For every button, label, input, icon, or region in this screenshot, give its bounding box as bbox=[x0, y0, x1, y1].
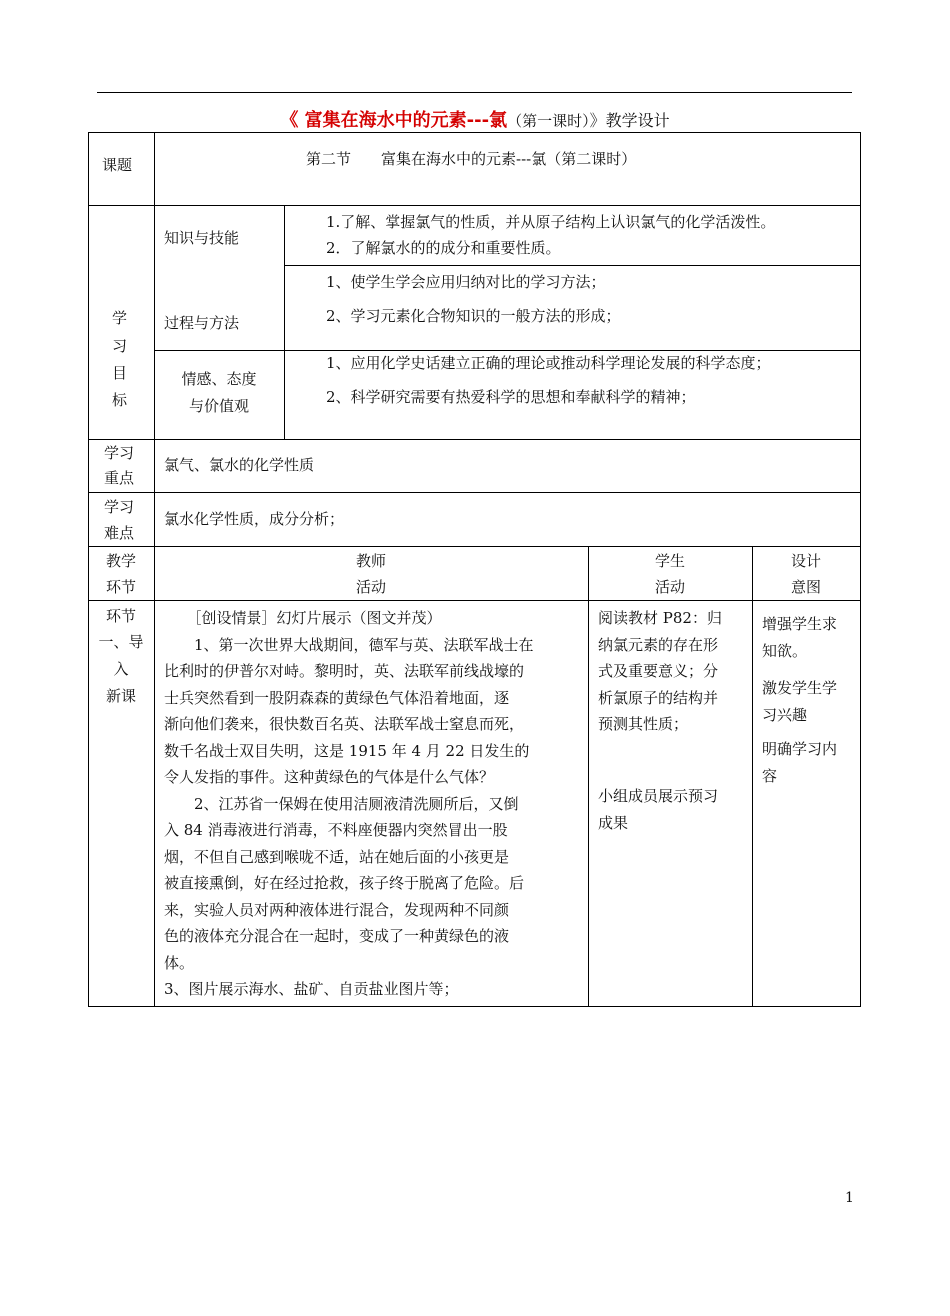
teacher-line: 入 84 消毒液进行消毒，不料座便器内突然冒出一股 bbox=[164, 821, 508, 839]
process-line-1: 1、使学生学会应用归纳对比的学习方法； bbox=[326, 273, 606, 291]
stage-line-2: 一、导 bbox=[98, 633, 144, 651]
intent-line: 习兴趣 bbox=[762, 706, 808, 724]
teacher-line: 来，实验人员对两种液体进行混合，发现两种不同颜 bbox=[164, 900, 510, 919]
objectives-label-1: 学 bbox=[112, 309, 128, 327]
student-activity-a bbox=[598, 605, 748, 738]
stage-line-1: 环节 bbox=[105, 607, 136, 625]
column-divider bbox=[588, 546, 589, 1007]
teacher-line: 被直接熏倒，好在经过抢救，孩子终于脱离了危险。后 bbox=[164, 874, 525, 892]
objectives-label-4: 标 bbox=[112, 391, 128, 409]
row-divider bbox=[284, 265, 861, 266]
topic-value: 第二节 富集在海水中的元素---氯（第二课时） bbox=[306, 150, 637, 168]
stage-line-4: 新课 bbox=[105, 687, 136, 705]
difficulties-label-1: 学习 bbox=[104, 498, 135, 516]
table-border-right bbox=[860, 132, 861, 1007]
row-divider bbox=[88, 439, 861, 440]
knowledge-line-2: 2．了解氯水的的成分和重要性质。 bbox=[326, 239, 561, 257]
header-stage-1: 教学 bbox=[105, 552, 136, 570]
teacher-line: 烟，不但自己感到喉咙不适，站在她后面的小孩更是 bbox=[164, 847, 510, 866]
header-student-1: 学生 bbox=[654, 552, 685, 570]
teacher-line: 1、第一次世界大战期间，德军与英、法联军战士在 bbox=[164, 635, 534, 654]
student-activity-b bbox=[598, 783, 748, 836]
intent-line: 知欲。 bbox=[762, 642, 808, 660]
student-line: 式及重要意义；分 bbox=[598, 662, 719, 680]
row-divider bbox=[88, 600, 861, 601]
student-line: 小组成员展示预习 bbox=[598, 787, 719, 805]
title-suffix: 》教学设计 bbox=[589, 111, 670, 130]
difficulties-label-2: 难点 bbox=[104, 524, 135, 542]
intent-c bbox=[762, 736, 858, 790]
objectives-label-3: 目 bbox=[112, 364, 128, 382]
header-rule bbox=[97, 92, 852, 93]
header-intent-1: 设计 bbox=[790, 552, 821, 570]
student-line: 析氯原子的结构并 bbox=[598, 688, 719, 707]
document-title bbox=[0, 106, 950, 132]
header-teacher-2: 活动 bbox=[355, 578, 386, 596]
stage-line-3: 入 bbox=[113, 660, 129, 678]
teacher-activity-text bbox=[164, 605, 580, 1003]
table-border-bottom bbox=[88, 1006, 861, 1007]
attitude-line-2: 2、科学研究需要有热爱科学的思想和奉献科学的精神； bbox=[326, 388, 696, 406]
student-line: 纳氯元素的存在形 bbox=[598, 635, 719, 654]
key-points-label-2: 重点 bbox=[104, 469, 135, 487]
attitude-line-1: 1、应用化学史话建立正确的理论或推动科学理论发展的科学态度； bbox=[326, 354, 771, 372]
knowledge-line-1: 1.了解、掌握氯气的性质，并从原子结构上认识氯气的化学活泼性。 bbox=[326, 213, 776, 231]
attitude-label-2: 与价值观 bbox=[188, 397, 249, 415]
title-lesson: （第一课时） bbox=[507, 112, 590, 130]
teacher-line: ［创设情景］幻灯片展示（图文并茂） bbox=[164, 609, 442, 627]
knowledge-label: 知识与技能 bbox=[164, 229, 240, 247]
teacher-line: 令人发指的事件。这种黄绿色的气体是什么气体？ bbox=[164, 768, 495, 786]
teacher-line: 士兵突然看到一股阴森森的黄绿色气体沿着地面，逐 bbox=[164, 688, 510, 707]
attitude-label-1: 情感、态度 bbox=[181, 370, 257, 388]
header-stage-2: 环节 bbox=[105, 578, 136, 596]
intent-line: 激发学生学 bbox=[762, 679, 838, 697]
row-divider bbox=[88, 492, 861, 493]
student-line: 预测其性质； bbox=[598, 715, 689, 733]
teacher-line: 色的液体充分混合在一起时，变成了一种黄绿色的液 bbox=[164, 927, 510, 945]
process-line-2: 2、学习元素化合物知识的一般方法的形成； bbox=[326, 307, 621, 325]
key-points-value: 氯气、氯水的化学性质 bbox=[164, 456, 315, 474]
column-divider bbox=[284, 205, 285, 439]
intent-line: 明确学习内 bbox=[762, 740, 838, 758]
header-teacher-1: 教师 bbox=[355, 552, 386, 570]
intent-line: 容 bbox=[762, 767, 778, 785]
objectives-label-2: 习 bbox=[112, 337, 128, 355]
teacher-line: 3、图片展示海水、盐矿、自贡盐业图片等； bbox=[164, 980, 459, 998]
row-divider bbox=[88, 205, 861, 206]
student-line: 阅读教材 P82：归 bbox=[598, 609, 722, 627]
teacher-line: 渐向他们袭来，很快数百名英、法联军战士窒息而死， bbox=[164, 715, 525, 733]
process-label: 过程与方法 bbox=[164, 314, 240, 332]
intent-b bbox=[762, 675, 858, 729]
topic-label: 课题 bbox=[102, 156, 133, 174]
page-number: 1 bbox=[845, 1190, 854, 1206]
header-intent-2: 意图 bbox=[790, 578, 821, 596]
table-border-top bbox=[88, 132, 861, 133]
key-points-label-1: 学习 bbox=[104, 444, 135, 462]
intent-a bbox=[762, 611, 858, 665]
teacher-line: 数千名战士双目失明，这是 1915 年 4 月 22 日发生的 bbox=[164, 741, 530, 760]
teacher-line: 比利时的伊普尔对峙。黎明时，英、法联军前线战壕的 bbox=[164, 662, 525, 680]
intent-line: 增强学生求 bbox=[762, 615, 838, 633]
title-main: 《 富集在海水中的元素---氯 bbox=[280, 110, 508, 131]
header-student-2: 活动 bbox=[654, 578, 685, 596]
column-divider bbox=[752, 546, 753, 1007]
row-divider bbox=[88, 546, 861, 547]
teacher-line: 体。 bbox=[164, 953, 195, 972]
student-line: 成果 bbox=[598, 813, 629, 832]
difficulties-value: 氯水化学性质，成分分析； bbox=[164, 510, 345, 528]
lesson-plan-table bbox=[88, 132, 861, 1007]
teacher-line: 2、江苏省一保姆在使用洁厕液清洗厕所后，又倒 bbox=[164, 794, 519, 813]
